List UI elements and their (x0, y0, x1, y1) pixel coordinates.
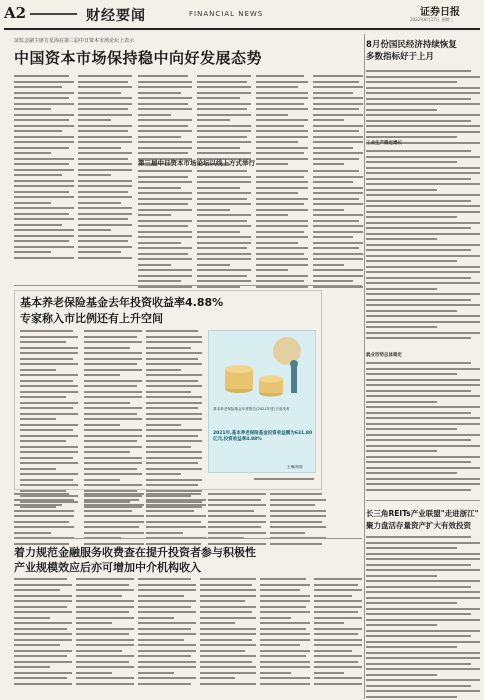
bottom-headline-line-1: 着力规范金融服务收费查在提升投资者参与积极性 (14, 546, 256, 559)
feature-tail-lines (254, 478, 314, 484)
right-story-1-body-c (366, 362, 480, 494)
lead-subheadline: 第三届中日资本市场论坛以线上方式举行 (138, 159, 255, 167)
bottom-column-6 (314, 578, 362, 688)
infographic-stat: 2021年,基本养老保险基金投资收益额为631.80亿元,投资收益率4.88% (213, 431, 313, 442)
feature-top-rule (14, 285, 362, 286)
right-story-1-body-b (366, 150, 480, 343)
feature-column-1 (20, 330, 78, 512)
right-column-divider (364, 34, 365, 699)
lower-column-3 (146, 493, 206, 548)
lead-column-6b (313, 170, 363, 291)
lower-column-4 (208, 493, 266, 548)
masthead-rule (4, 28, 480, 30)
lower-left-column (14, 493, 74, 548)
newspaper-logo: 证券日报 (420, 7, 460, 18)
right-story-1-body-a (366, 70, 480, 147)
right-story-1-headline-line-2: 多数指标好于上月 (366, 52, 435, 62)
right-story-2-body (366, 536, 480, 700)
right-story-divider (366, 500, 480, 501)
feature-headline-line-1: 基本养老保险基金去年投资收益率4.88% (20, 296, 224, 309)
bottom-column-3 (138, 578, 196, 688)
issue-date: 2022年8月17日 星期三 (410, 17, 454, 22)
coins-illustration (209, 331, 317, 403)
right-story-2-headline-line-1: 长三角REITs产业联盟"走进浙江" (366, 509, 479, 518)
lead-column-4 (197, 75, 251, 169)
lead-column-2 (78, 75, 132, 262)
right-story-1-headline-line-1: 8月份国民经济持续恢复 (366, 40, 457, 50)
bottom-column-2 (76, 578, 134, 688)
lead-headline: 中国资本市场保持稳中向好发展态势 (14, 49, 263, 67)
section-title-english: FINANCIAL NEWS (189, 10, 264, 18)
bottom-column-5 (260, 578, 310, 688)
bottom-column-1 (14, 578, 72, 688)
infographic-credit: 王琳/制图 (287, 465, 303, 469)
bottom-story-rule (14, 538, 362, 539)
masthead-divider (30, 13, 77, 15)
pension-fund-infographic (208, 330, 316, 473)
lower-column-2 (84, 493, 144, 548)
feature-column-2 (84, 330, 142, 512)
lower-column-5 (270, 493, 326, 548)
section-title: 财经要闻 (86, 8, 146, 24)
feature-column-3 (146, 330, 202, 512)
right-story-2-headline-line-2: 聚力盘活存量资产扩大有效投资 (366, 521, 471, 530)
right-subhead-employment: 就业形势总体稳定 (366, 353, 402, 358)
lead-column-3 (138, 75, 192, 169)
lead-column-6 (313, 75, 363, 169)
infographic-caption: 基本养老保险基金年度报告(2021年度)日前发布 (213, 407, 290, 411)
lead-column-5b (256, 170, 308, 291)
masthead (0, 0, 484, 30)
feature-headline-line-2: 专家称入市比例还有上升空间 (20, 312, 163, 325)
bottom-headline-line-2: 产业规模效应后亦可增加中介机构收入 (14, 561, 201, 574)
page-number: A2 (4, 4, 27, 22)
lead-column-5 (256, 75, 308, 169)
lead-column-1 (14, 75, 74, 262)
right-subhead-industrial: 工业生产稳定增长 (366, 141, 402, 146)
lead-column-4b (197, 170, 251, 291)
lead-kicker: 证监会副主席方星海在第三届中日资本市场论坛上表示 (14, 38, 135, 44)
lead-column-3b (138, 170, 192, 291)
bottom-column-4 (200, 578, 256, 688)
